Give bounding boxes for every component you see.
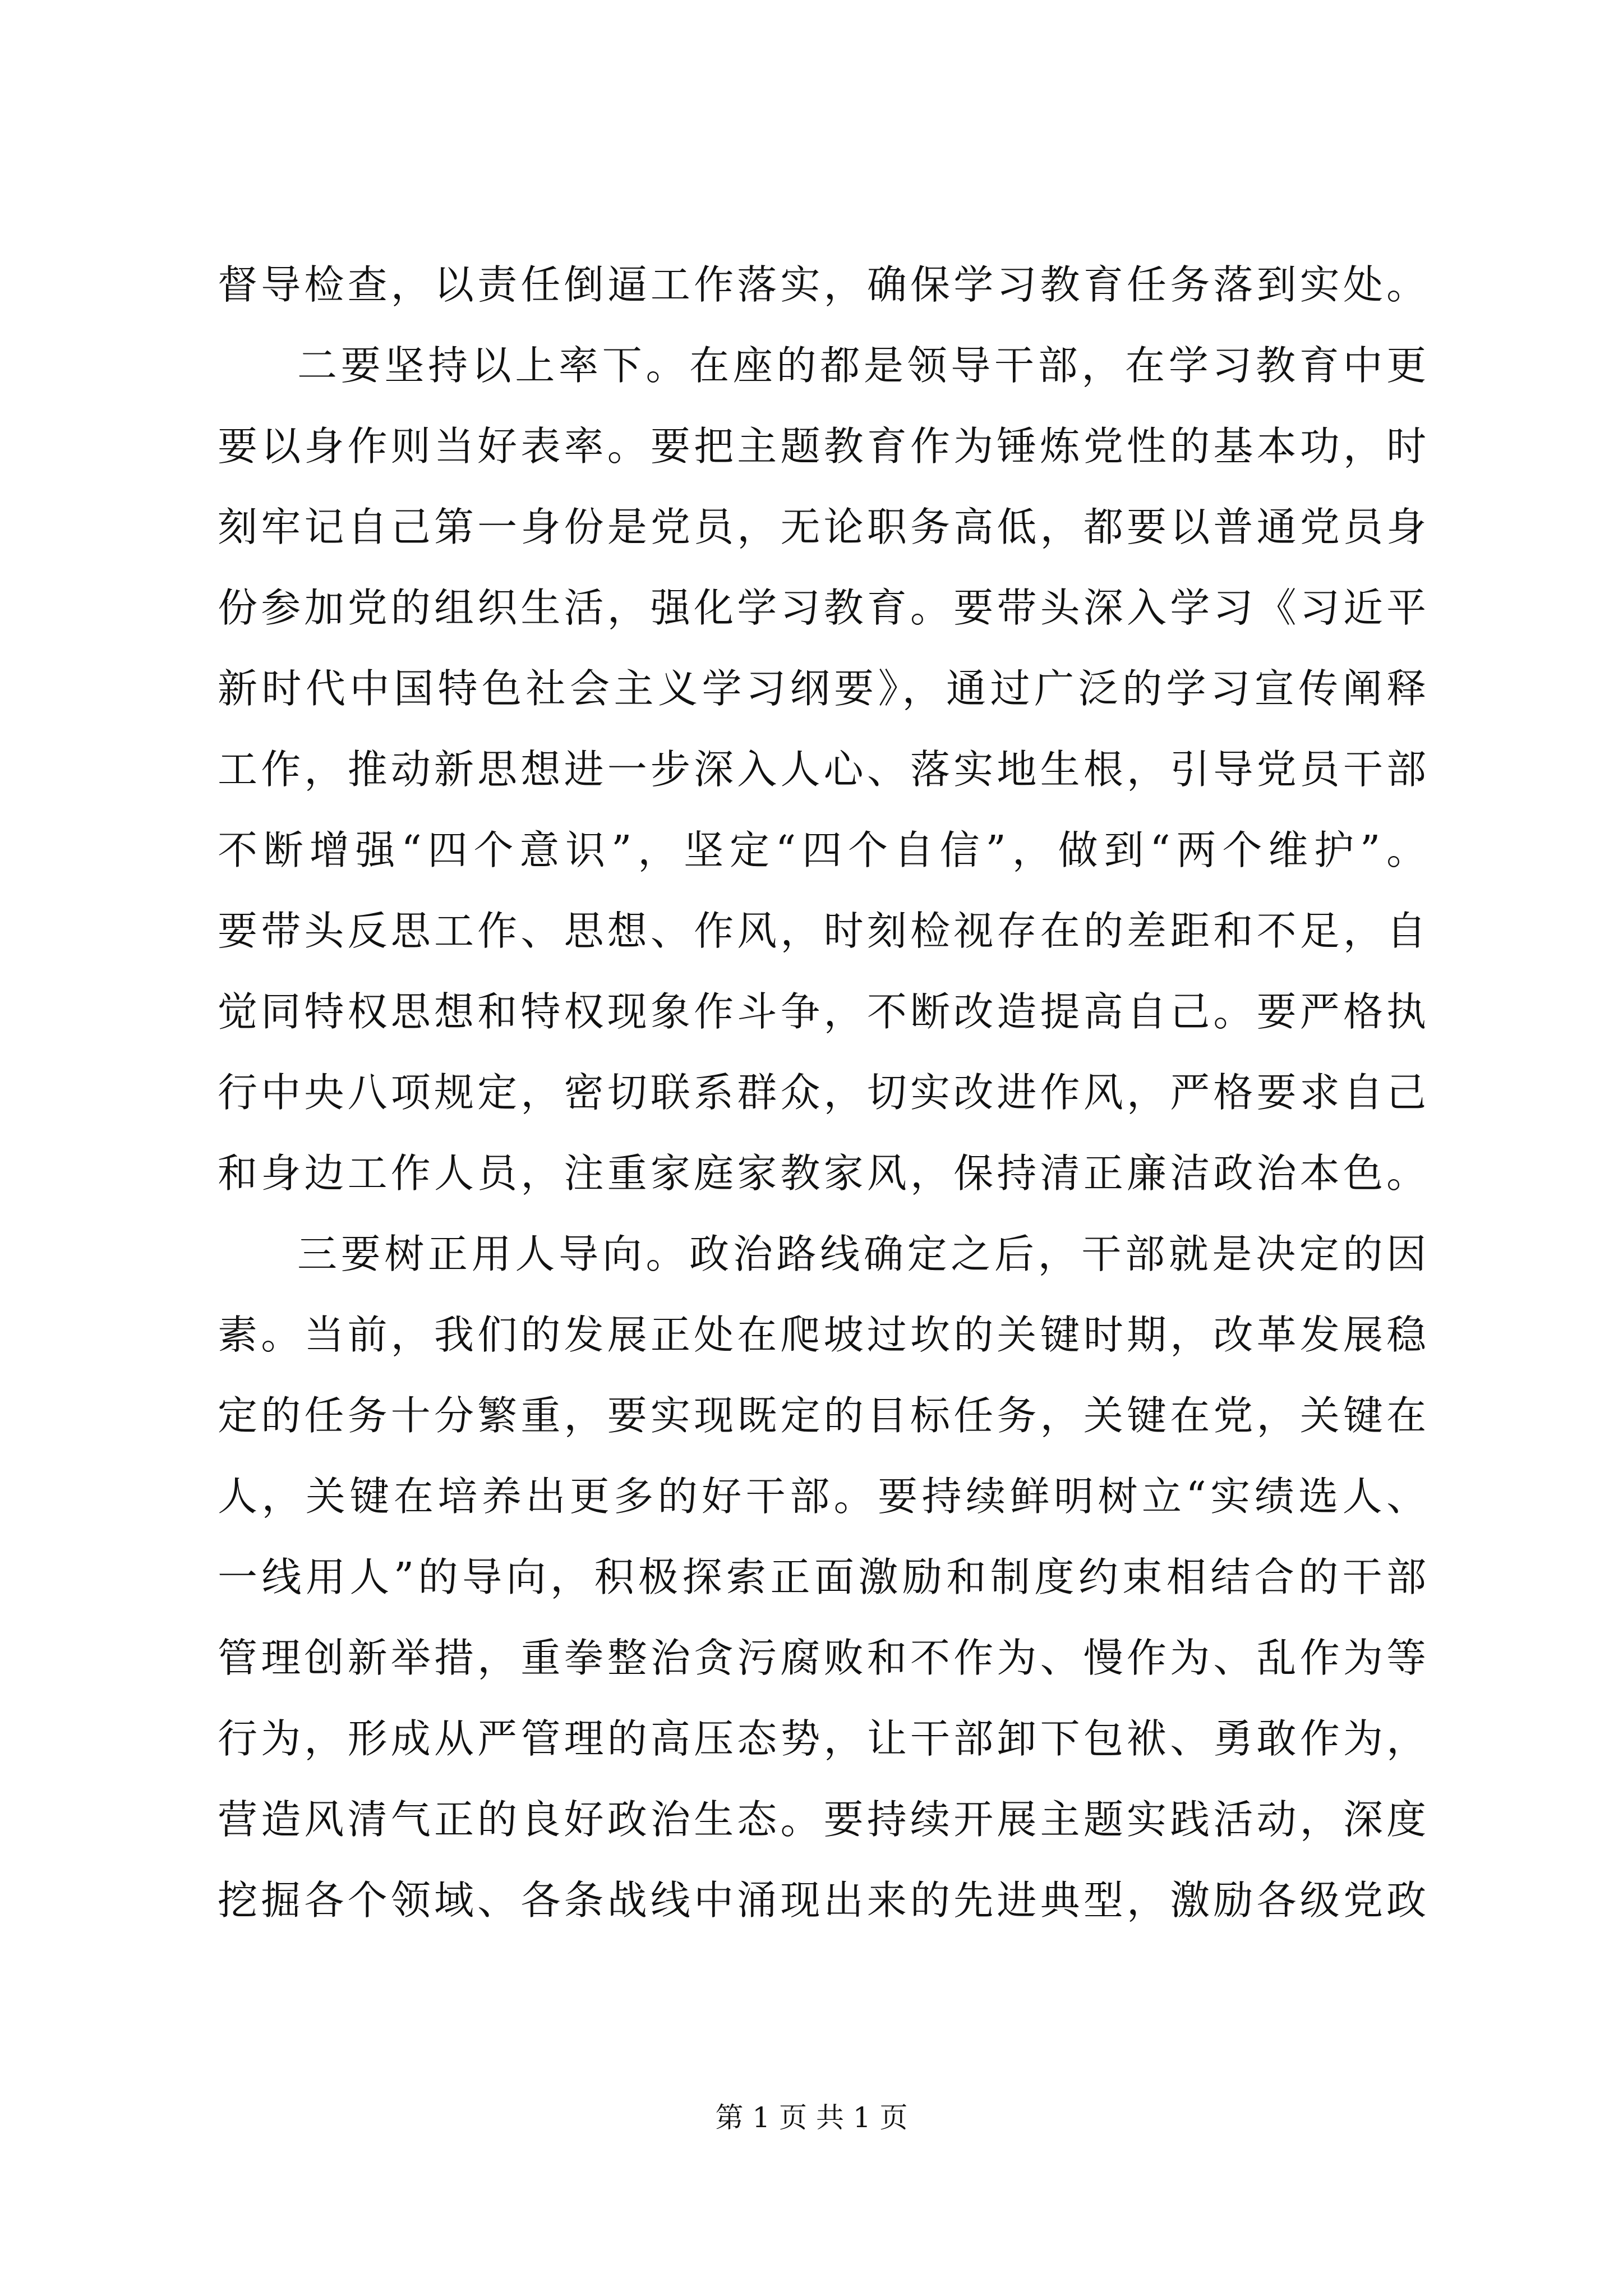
- page-footer: [0, 2101, 1623, 2134]
- text-line: 刻牢记自己第一身份是党员，无论职务高低，都要以普通党员身: [218, 504, 1428, 550]
- text-line: 一线用人”的导向，积极探索正面激励和制度约束相结合的干部: [218, 1554, 1428, 1600]
- text-line: 行为，形成从严管理的高压态势，让干部卸下包袱、勇敢作为，: [218, 1715, 1428, 1762]
- text-line: 要以身作则当好表率。要把主题教育作为锤炼党性的基本功，时: [218, 423, 1428, 470]
- text-line: 管理创新举措，重拳整治贪污腐败和不作为、慢作为、乱作为等: [218, 1635, 1428, 1681]
- text-line: 素。当前，我们的发展正处在爬坡过坎的关键时期，改革发展稳: [218, 1312, 1428, 1358]
- text-line: 和身边工作人员，注重家庭家教家风，保持清正廉洁政治本色。: [218, 1150, 1428, 1197]
- text-line: 定的任务十分繁重，要实现既定的目标任务，关键在党，关键在: [218, 1392, 1428, 1439]
- text-line: 三要树正用人导向。政治路线确定之后，干部就是决定的因: [297, 1231, 1428, 1277]
- text-line: 营造风清气正的良好政治生态。要持续开展主题实践活动，深度: [218, 1796, 1428, 1843]
- text-line: 行中央八项规定，密切联系群众，切实改进作风，严格要求自己: [218, 1069, 1428, 1116]
- text-line: 觉同特权思想和特权现象作斗争，不断改造提高自己。要严格执: [218, 988, 1428, 1035]
- text-line: 新时代中国特色社会主义学习纲要》，通过广泛的学习宣传阐释: [218, 665, 1428, 712]
- text-line: 挖掘各个领域、各条战线中涌现出来的先进典型，激励各级党政: [218, 1877, 1428, 1924]
- text-line: 人，关键在培养出更多的好干部。要持续鲜明树立“实绩选人、: [218, 1473, 1428, 1520]
- text-line: 工作，推动新思想进一步深入人心、落实地生根，引导党员干部: [218, 746, 1428, 793]
- body-text: [218, 245, 1428, 1941]
- page-number-label: 第 1 页 共 1 页: [715, 2101, 908, 2134]
- text-line: 督导检查，以责任倒逼工作落实，确保学习教育任务落到实处。: [218, 261, 1428, 308]
- text-line: 二要坚持以上率下。在座的都是领导干部，在学习教育中更: [297, 342, 1428, 389]
- text-line: 要带头反思工作、思想、作风，时刻检视存在的差距和不足，自: [218, 908, 1428, 954]
- text-line: 不断增强“四个意识”，坚定“四个自信”，做到“两个维护”。: [218, 827, 1428, 873]
- text-line: 份参加党的组织生活，强化学习教育。要带头深入学习《习近平: [218, 585, 1428, 631]
